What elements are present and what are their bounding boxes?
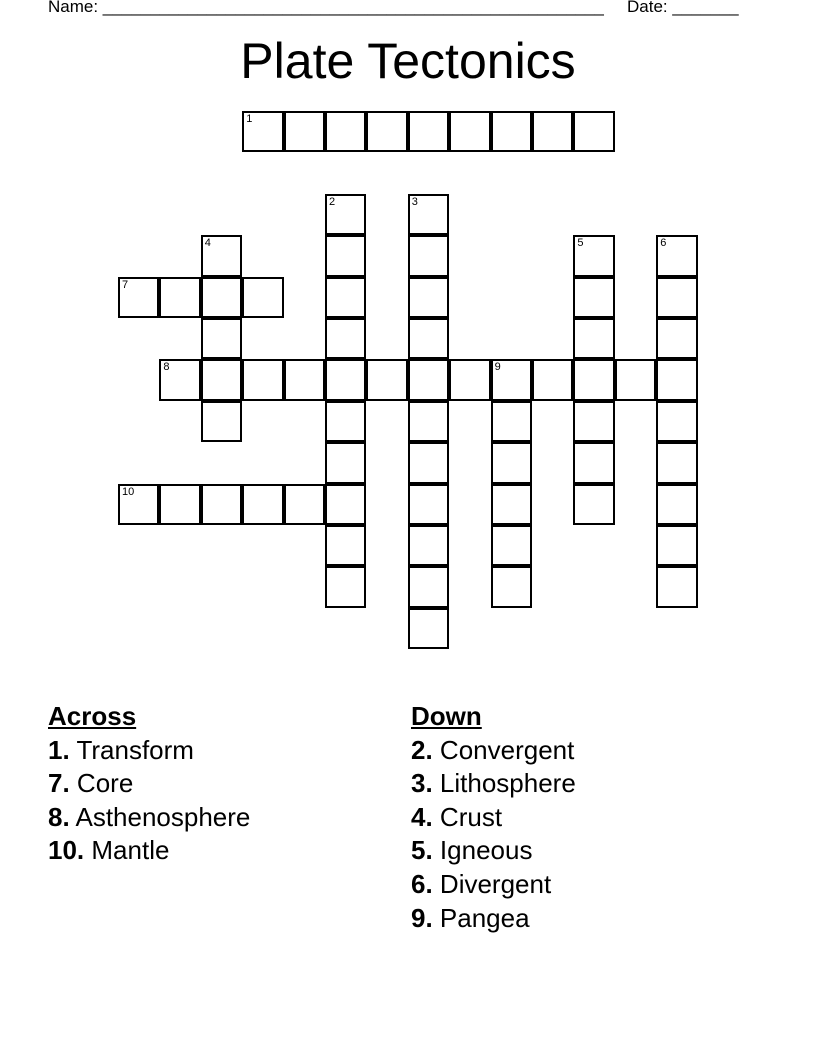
clue-number: 6. (411, 868, 433, 899)
down-clues (411, 700, 576, 935)
clue-number-label: 9 (494, 361, 501, 374)
clue-number-label: 6 (660, 237, 667, 250)
clue-number: 9. (411, 902, 433, 933)
clue-number-label: 8 (163, 361, 170, 374)
crossword-cell[interactable] (325, 359, 366, 400)
crossword-cell[interactable] (656, 442, 697, 483)
clue-number-label: 7 (122, 278, 129, 291)
crossword-cell[interactable] (284, 484, 325, 525)
clue-item (411, 902, 576, 936)
crossword-cell[interactable] (408, 277, 449, 318)
clue-text: Asthenosphere (75, 801, 251, 832)
crossword-cell[interactable] (159, 277, 200, 318)
clue-item (48, 767, 250, 801)
crossword-cell[interactable] (656, 401, 697, 442)
crossword-cell[interactable] (408, 566, 449, 607)
clue-item (48, 734, 250, 768)
crossword-cell[interactable] (408, 111, 449, 152)
clue-item (411, 734, 576, 768)
crossword-cell[interactable] (532, 111, 573, 152)
clue-text: Lithosphere (439, 768, 576, 799)
crossword-cell[interactable] (325, 194, 366, 235)
crossword-cell[interactable] (201, 277, 242, 318)
crossword-cell[interactable] (325, 277, 366, 318)
clue-number: 4. (411, 801, 433, 832)
crossword-cell[interactable] (491, 525, 532, 566)
down-heading: Down (411, 701, 482, 731)
crossword-cell[interactable] (242, 484, 283, 525)
crossword-cell[interactable] (532, 359, 573, 400)
crossword-cell[interactable] (573, 359, 614, 400)
clue-text: Core (76, 768, 134, 799)
crossword-cell[interactable] (159, 484, 200, 525)
page-title: Plate Tectonics (240, 33, 576, 89)
clue-text: Igneous (439, 835, 533, 866)
crossword-cell[interactable] (408, 194, 449, 235)
crossword-cell[interactable] (656, 525, 697, 566)
crossword-cell[interactable] (408, 318, 449, 359)
clue-item (411, 801, 576, 835)
crossword-cell[interactable] (573, 442, 614, 483)
name-field-line[interactable]: Name: _____________________________________________________ (48, 0, 604, 16)
crossword-cell[interactable] (491, 401, 532, 442)
crossword-cell[interactable] (656, 235, 697, 276)
clue-number: 3. (411, 768, 433, 799)
crossword-cell[interactable] (449, 111, 490, 152)
crossword-cell[interactable] (201, 235, 242, 276)
crossword-cell[interactable] (201, 484, 242, 525)
clue-number-label: 10 (122, 485, 135, 498)
crossword-cell[interactable] (325, 484, 366, 525)
crossword-cell[interactable] (325, 111, 366, 152)
crossword-cell[interactable] (242, 359, 283, 400)
clue-number-label: 2 (329, 195, 336, 208)
clue-text: Crust (439, 801, 503, 832)
clue-number: 8. (48, 801, 70, 832)
crossword-cell[interactable] (491, 111, 532, 152)
crossword-cell[interactable] (573, 277, 614, 318)
crossword-cell[interactable] (656, 566, 697, 607)
clue-number: 10. (48, 835, 85, 866)
clue-number: 1. (48, 734, 70, 765)
crossword-cell[interactable] (449, 359, 490, 400)
crossword-cell[interactable] (656, 318, 697, 359)
clue-item (48, 801, 250, 835)
clue-item (48, 834, 250, 868)
crossword-cell[interactable] (573, 235, 614, 276)
crossword-cell[interactable] (201, 359, 242, 400)
clue-number-label: 4 (204, 237, 211, 250)
crossword-cell[interactable] (366, 359, 407, 400)
crossword-cell[interactable] (573, 318, 614, 359)
crossword-cell[interactable] (284, 111, 325, 152)
across-clues (48, 700, 250, 868)
crossword-cell[interactable] (118, 277, 159, 318)
date-field-line[interactable]: Date: _______ (627, 0, 739, 16)
crossword-cell[interactable] (573, 484, 614, 525)
crossword-cell[interactable] (325, 566, 366, 607)
crossword-cell[interactable] (408, 525, 449, 566)
crossword-cell[interactable] (656, 484, 697, 525)
crossword-cell[interactable] (408, 359, 449, 400)
crossword-cell[interactable] (408, 608, 449, 649)
crossword-cell[interactable] (159, 359, 200, 400)
clue-text: Divergent (439, 868, 552, 899)
crossword-cell[interactable] (408, 442, 449, 483)
crossword-cell[interactable] (491, 442, 532, 483)
clue-item (411, 834, 576, 868)
clue-item (411, 868, 576, 902)
across-heading: Across (48, 701, 137, 731)
clue-text: Convergent (439, 734, 575, 765)
crossword-cell[interactable] (325, 525, 366, 566)
crossword-cell[interactable] (201, 318, 242, 359)
crossword-cell[interactable] (491, 566, 532, 607)
clue-item (411, 767, 576, 801)
crossword-cell[interactable] (325, 318, 366, 359)
crossword-cell[interactable] (325, 235, 366, 276)
crossword-cell[interactable] (408, 235, 449, 276)
clue-number: 7. (48, 768, 70, 799)
clue-number-label: 1 (246, 113, 253, 125)
crossword-cell[interactable] (325, 401, 366, 442)
crossword-cell[interactable] (573, 111, 614, 152)
clue-number: 2. (411, 734, 433, 765)
crossword-cell[interactable] (656, 277, 697, 318)
crossword-cell[interactable] (242, 277, 283, 318)
clue-text: Pangea (439, 902, 530, 933)
crossword-cell[interactable] (118, 484, 159, 525)
clue-text: Transform (76, 734, 194, 765)
crossword-cell[interactable] (491, 359, 532, 400)
crossword-cell[interactable] (325, 442, 366, 483)
crossword-cell[interactable] (408, 484, 449, 525)
clue-number-label: 5 (577, 237, 584, 250)
crossword-cell[interactable] (491, 484, 532, 525)
crossword-cell[interactable] (573, 401, 614, 442)
clue-number-label: 3 (411, 195, 418, 208)
clue-number: 5. (411, 835, 433, 866)
crossword-cell[interactable] (242, 111, 283, 152)
crossword-cell[interactable] (284, 359, 325, 400)
crossword-cell[interactable] (615, 359, 656, 400)
crossword-cell[interactable] (656, 359, 697, 400)
clue-text: Mantle (91, 835, 170, 866)
crossword-cell[interactable] (201, 401, 242, 442)
crossword-cell[interactable] (408, 401, 449, 442)
crossword-cell[interactable] (366, 111, 407, 152)
